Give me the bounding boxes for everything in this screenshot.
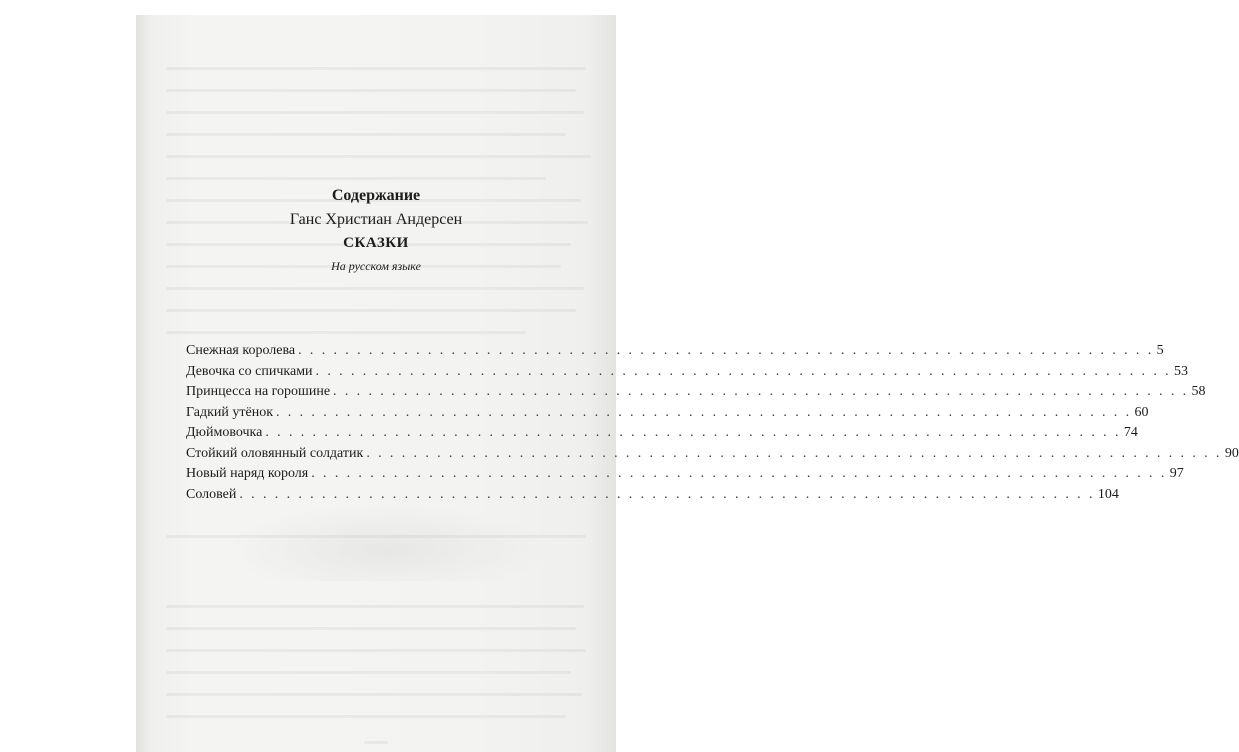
toc-entry-page: 90 — [1224, 445, 1239, 461]
dot-leader: . . . . . . . . . . . . . . . . . . . . . . . . . . . . . . . . . . . . . . . . . . . . . . . . . . . . . . . . . . . . . . . . . . . . . . . . . — [333, 384, 1189, 399]
toc-entry-title: Девочка со спичками — [186, 363, 313, 379]
table-of-contents — [186, 341, 1239, 505]
dot-leader: . . . . . . . . . . . . . . . . . . . . . . . . . . . . . . . . . . . . . . . . . . . . . . . . . . . . . . . . . . . . . . . . . . . . . . . . . — [298, 343, 1154, 358]
toc-entry — [186, 444, 1239, 465]
toc-entry — [186, 341, 1164, 362]
toc-entry — [186, 403, 1149, 424]
toc-entry-page: 60 — [1134, 404, 1149, 420]
toc-entry-page: 97 — [1169, 466, 1184, 481]
toc-entry — [186, 382, 1206, 403]
toc-entry-title: Снежная королева — [186, 343, 296, 358]
toc-entry-page: 53 — [1174, 363, 1189, 379]
toc-entry-page: 104 — [1097, 486, 1119, 502]
toc-entry-title: Принцесса на горошине — [186, 384, 331, 399]
dot-leader: . . . . . . . . . . . . . . . . . . . . . . . . . . . . . . . . . . . . . . . . . . . . . . . . . . . . . . . . . . . . . . . . . . . . . . . . . — [366, 445, 1222, 461]
toc-entry-page: 58 — [1191, 384, 1206, 399]
book-title: СКАЗКИ — [343, 235, 409, 251]
contents-heading: Содержание — [331, 187, 421, 204]
toc-entry — [186, 485, 1119, 506]
toc-entry-title: Дюймовочка — [186, 425, 263, 440]
toc-entry-page: 74 — [1123, 425, 1138, 440]
toc-entry — [186, 423, 1138, 444]
dot-leader: . . . . . . . . . . . . . . . . . . . . . . . . . . . . . . . . . . . . . . . . . . . . . . . . . . . . . . . . . . . . . . . . . . . . . . . . . — [311, 466, 1167, 481]
toc-entry-title: Соловей — [186, 486, 237, 502]
toc-entry-page: 5 — [1156, 343, 1164, 358]
dot-leader: . . . . . . . . . . . . . . . . . . . . . . . . . . . . . . . . . . . . . . . . . . . . . . . . . . . . . . . . . . . . . . . . . . . . . . . . . — [315, 363, 1172, 379]
dot-leader: . . . . . . . . . . . . . . . . . . . . . . . . . . . . . . . . . . . . . . . . . . . . . . . . . . . . . . . . . . . . . . . . . . . . . . . . . — [265, 425, 1121, 440]
language-note: На русском языке — [331, 259, 421, 273]
toc-entry-title: Гадкий утёнок — [186, 404, 273, 420]
author-name: Ганс Христиан Андерсен — [289, 211, 463, 228]
toc-entry-title: Новый наряд короля — [186, 466, 309, 481]
toc-entry-title: Стойкий оловянный солдатик — [186, 445, 364, 461]
dot-leader: . . . . . . . . . . . . . . . . . . . . . . . . . . . . . . . . . . . . . . . . . . . . . . . . . . . . . . . . . . . . . . . . . . . . . . . . . — [239, 486, 1095, 502]
toc-entry — [186, 464, 1184, 485]
dot-leader: . . . . . . . . . . . . . . . . . . . . . . . . . . . . . . . . . . . . . . . . . . . . . . . . . . . . . . . . . . . . . . . . . . . . . . . . . — [276, 404, 1132, 420]
book-page — [136, 15, 1239, 752]
toc-entry — [186, 362, 1189, 383]
